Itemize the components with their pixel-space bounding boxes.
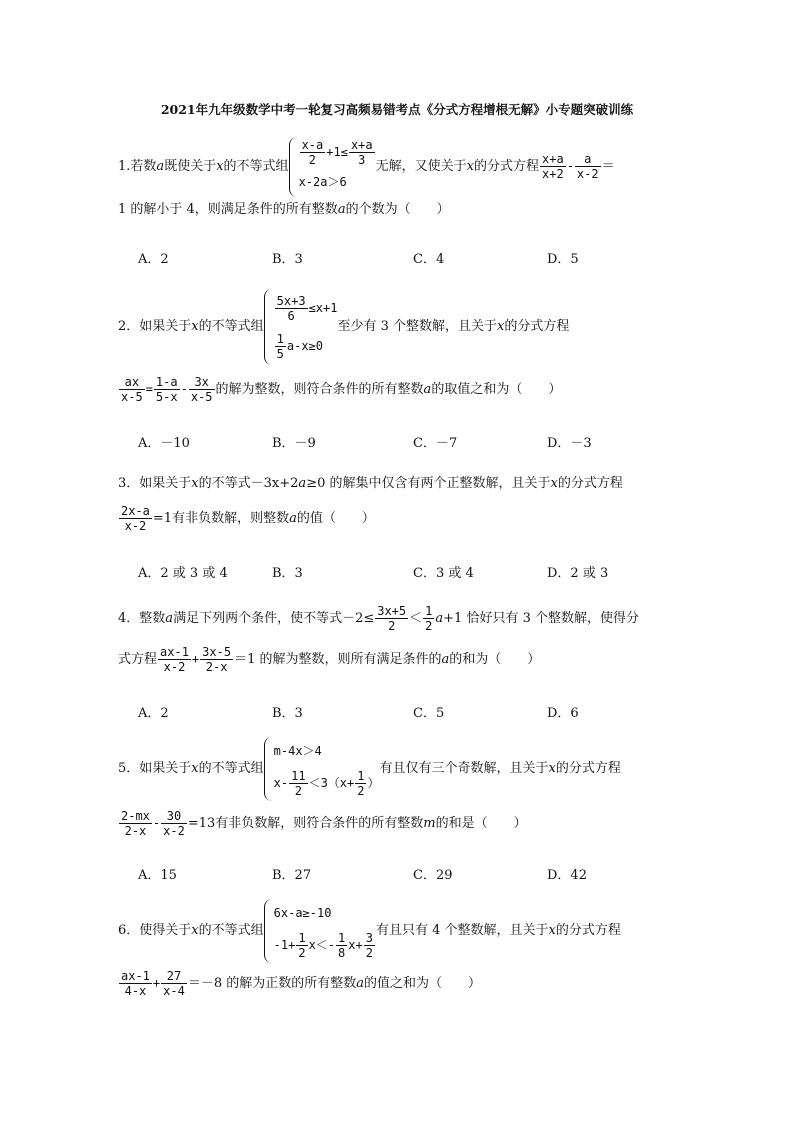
- q2-inequality-system: $\frac{5x+3}{6}$ ≤x+1 $\frac{1}{5}$ a-x≥0: [264, 289, 338, 365]
- q1-inequality-system: $\frac{x-a}{2}$ +1≤ $\frac{x+a}{3}$ x-2a＞6: [289, 137, 376, 197]
- q1-option-b: B．3: [272, 252, 303, 267]
- q2-option-d: D．－3: [547, 436, 592, 451]
- q6-line-1: 6．使得关于x的不等式组 6x-a≥-10 -1+ $\frac{1}{2}$ x＜- $\frac{1}{8}$ x+ $\frac{3}{2}$ 有且只有 4 个整数解，且关于x的分式方程: [118, 898, 676, 964]
- q1-line-1: 1.若数a既使关于x的不等式组 $\frac{x-a}{2}$ +1≤ $\frac{x+a}{3}$ x-2a＞6 无解，又使关于x的分式方程 $\frac{x+a}{x+2}$ - $\frac{a}{x-2}$ ＝: [118, 136, 676, 196]
- q4-line-1: 4．整数a满足下列两个条件，使不等式－2≤ $\frac{3x+5}{2}$ ＜ $\frac{1}{2}$ a+1 恰好只有 3 个整数解，使得分: [118, 604, 639, 633]
- q2-option-c: C．－7: [413, 436, 458, 451]
- q5-option-b: B．27: [272, 868, 312, 883]
- q1-fraction-1: $\frac{x+a}{x+2}$: [542, 152, 564, 181]
- q2-line-2: $\frac{ax}{x-5}$ = $\frac{1-a}{5-x}$ - $\frac{3x}{x-5}$ 的解为整数，则符合条件的所有整数a的取值之和为（ ）: [121, 375, 562, 404]
- q2-option-b: B．－9: [272, 436, 316, 451]
- q5-line-1: 5．如果关于x的不等式组 m-4x＞4 x- $\frac{11}{2}$ ＜3（x+ $\frac{1}{2}$ ） 有且仅有三个奇数解，且关于x的分式方程: [118, 736, 676, 802]
- q6-inequality-system: 6x-a≥-10 -1+ $\frac{1}{2}$ x＜- $\frac{1}{8}$ x+ $\frac{3}{2}$: [264, 899, 376, 963]
- q4-option-a: A．2: [138, 706, 169, 721]
- q2-line-1: 2．如果关于x的不等式组 $\frac{5x+3}{6}$ ≤x+1 $\frac{1}{5}$ a-x≥0 至少有 3 个整数解，且关于x的分式方程: [118, 288, 676, 366]
- q2-option-a: A．－10: [138, 436, 190, 451]
- document-title: 2021年九年级数学中考一轮复习高频易错考点《分式方程增根无解》小专题突破训练: [160, 102, 634, 117]
- q5-option-d: D．42: [547, 868, 587, 883]
- q3-option-a: A．2 或 3 或 4: [138, 566, 228, 581]
- q5-option-c: C．29: [413, 868, 453, 883]
- q5-line-2: $\frac{2-mx}{2-x}$ - $\frac{30}{x-2}$ =13有非负数解，则符合条件的所有整数m的和是（ ）: [121, 809, 527, 838]
- q5-inequality-system: m-4x＞4 x- $\frac{11}{2}$ ＜3（x+ $\frac{1}{2}$ ）: [264, 737, 380, 801]
- q3-option-d: D．2 或 3: [547, 566, 609, 581]
- q4-line-2: 式方程 $\frac{ax-1}{x-2}$ + $\frac{3x-5}{2-x}$ ＝1 的解为整数，则所有满足条件的a的和为（ ）: [118, 645, 541, 674]
- q3-line-1: 3．如果关于x的不等式－3x+2a≥0 的解集中仅含有两个正整数解，且关于x的分式方程: [118, 476, 623, 491]
- q4-option-c: C．5: [413, 706, 445, 721]
- q3-option-b: B．3: [272, 566, 303, 581]
- q1-fraction-2: $\frac{a}{x-2}$: [576, 152, 599, 181]
- q3-option-c: C．3 或 4: [413, 566, 474, 581]
- q1-option-c: C．4: [413, 252, 445, 267]
- q5-option-a: A．15: [138, 868, 177, 883]
- q1-line-2: 1 的解小于 4，则满足条件的所有整数a的个数为（ ）: [118, 202, 450, 217]
- q1-option-d: D．5: [547, 252, 579, 267]
- q4-option-d: D．6: [547, 706, 579, 721]
- q6-line-2: $\frac{ax-1}{4-x}$ + $\frac{27}{x-4}$ ＝－8 的解为正数的所有整数a的值之和为（ ）: [121, 969, 482, 998]
- q1-option-a: A．2: [138, 252, 169, 267]
- q3-line-2: $\frac{2x-a}{x-2}$ =1有非负数解，则整数a的值（ ）: [121, 504, 375, 533]
- q4-option-b: B．3: [272, 706, 303, 721]
